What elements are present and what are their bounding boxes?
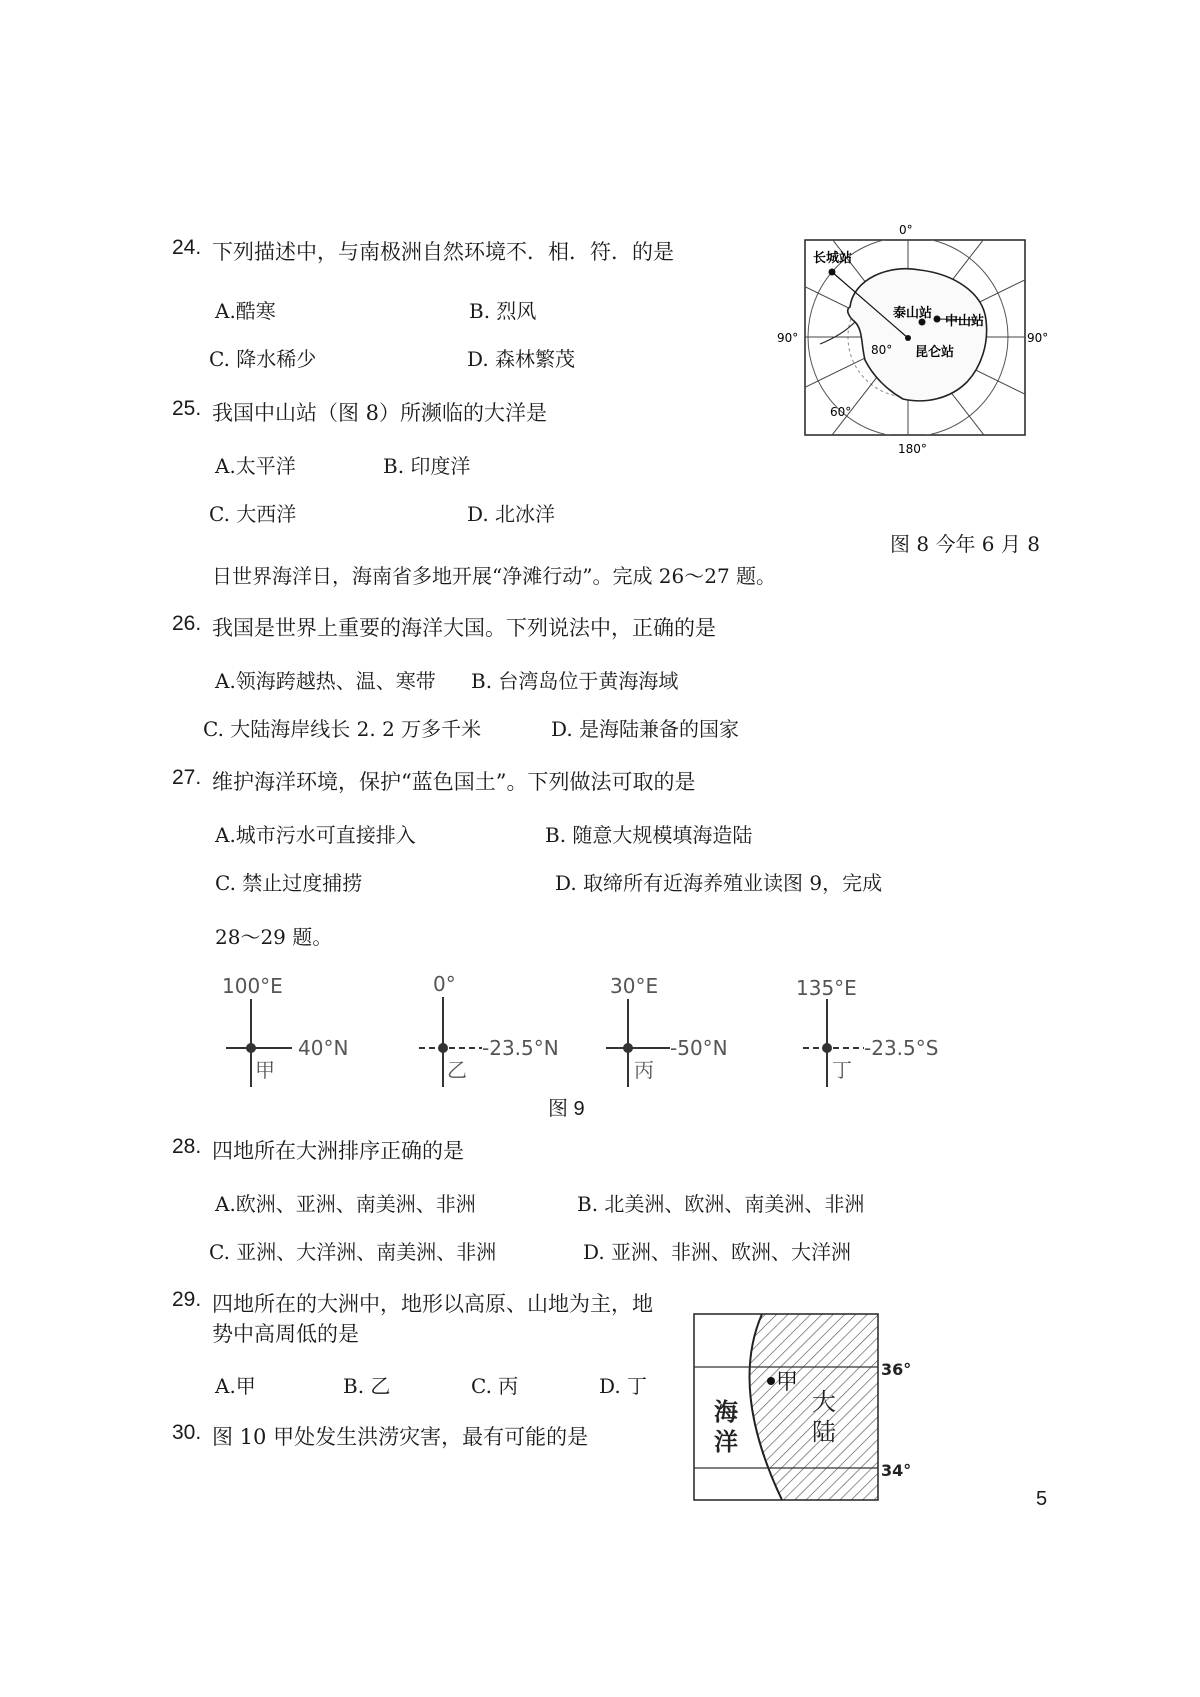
q25-option-a: A.太平洋 (215, 454, 296, 478)
point-ding-latitude: -23.5°S (864, 1036, 939, 1060)
q29-option-c: C. 丙 (471, 1374, 519, 1398)
q28-stem: 四地所在大洲排序正确的是 (212, 1139, 464, 1163)
fig8-label-80: 80° (871, 343, 893, 357)
fig8-caption: 图 8 今年 6 月 8 (890, 532, 1040, 556)
q28-option-c: C. 亚洲、大洋洲、南美洲、非洲 (209, 1240, 497, 1264)
fig8-label-90e: 90° (1027, 331, 1049, 345)
q25-number: 25. (172, 397, 202, 420)
point-jia-dot-fig10 (767, 1377, 775, 1385)
fig8-label-60: 60° (830, 405, 852, 419)
fig10-point-label: 甲 (776, 1370, 799, 1395)
q25-option-d: D. 北冰洋 (467, 502, 556, 526)
q29-option-a: A.甲 (215, 1374, 256, 1398)
fig10-lat-34: 34° (881, 1461, 912, 1480)
q27-option-a: A.城市污水可直接排入 (215, 823, 416, 847)
fig9-caption: 图 9 (548, 1098, 585, 1120)
point-ding-name: 丁 (832, 1058, 852, 1082)
fig8-label-0: 0° (899, 223, 913, 237)
fig10-sea-char-2: 洋 (714, 1428, 738, 1456)
point-yi-name: 乙 (447, 1058, 467, 1082)
q24-option-c: C. 降水稀少 (209, 347, 317, 371)
point-bing-name: 丙 (634, 1058, 654, 1082)
q29-option-b: B. 乙 (343, 1374, 391, 1398)
fig10-lat-36: 36° (881, 1360, 912, 1379)
point-jia-name: 甲 (255, 1058, 275, 1082)
point-bing-latitude: -50°N (670, 1036, 728, 1060)
q28-number: 28. (172, 1135, 202, 1158)
q24-option-a: A.酷寒 (215, 299, 276, 323)
q25-option-c: C. 大西洋 (209, 502, 297, 526)
point-ding-dot (822, 1043, 832, 1053)
q28-option-d: D. 亚洲、非洲、欧洲、大洋洲 (583, 1240, 852, 1264)
figure-9-coordinates (200, 965, 960, 1095)
q25-option-b: B. 印度洋 (383, 454, 471, 478)
point-yi-longitude: 0° (433, 972, 456, 996)
point-yi-dot (438, 1043, 448, 1053)
q29-stem-line2: 势中高周低的是 (212, 1322, 359, 1346)
q27-option-c: C. 禁止过度捕捞 (215, 871, 363, 895)
fig8-label-180: 180° (898, 442, 927, 456)
q27-number: 27. (172, 766, 202, 789)
q27-stem: 维护海洋环境，保护“蓝色国土”。下列做法可取的是 (212, 770, 696, 794)
q29-stem-line1: 四地所在的大洲中，地形以高原、山地为主，地 (212, 1292, 653, 1316)
q28-option-a: A.欧洲、亚洲、南美洲、非洲 (215, 1192, 476, 1216)
q25-stem: 我国中山站（图 8）所濒临的大洋是 (212, 401, 548, 425)
point-yi-latitude: -23.5°N (482, 1036, 559, 1060)
q26-number: 26. (172, 612, 202, 635)
q30-number: 30. (172, 1421, 202, 1444)
q26-stem: 我国是世界上重要的海洋大国。下列说法中，正确的是 (212, 616, 716, 640)
fig8-label-changcheng: 长城站 (813, 251, 853, 266)
page-number: 5 (1036, 1488, 1048, 1510)
q26-option-b: B. 台湾岛位于黄海海域 (471, 669, 679, 693)
point-bing-dot (623, 1043, 633, 1053)
q29-option-d: D. 丁 (599, 1374, 648, 1398)
point-jia-latitude: 40°N (298, 1036, 349, 1060)
fig8-label-kunlun: 昆仑站 (915, 345, 955, 360)
q29-number: 29. (172, 1288, 202, 1311)
q24-option-b: B. 烈风 (469, 299, 537, 323)
point-bing-longitude: 30°E (610, 974, 659, 998)
point-jia-longitude: 100°E (222, 974, 283, 998)
fig8-label-taishan: 泰山站 (893, 306, 933, 321)
q26-option-d: D. 是海陆兼备的国家 (551, 717, 740, 741)
q27-option-d: D. 取缔所有近海养殖业读图 9，完成 (555, 871, 883, 895)
fig10-land-char-2: 陆 (812, 1418, 836, 1446)
q26-option-c: C. 大陆海岸线长 2. 2 万多千米 (203, 717, 482, 741)
intro-26-27: 日世界海洋日，海南省多地开展“净滩行动”。完成 26～27 题。 (212, 564, 777, 588)
fig10-land-char-1: 大 (812, 1388, 836, 1416)
figure-10-map (690, 1310, 940, 1510)
point-jia-dot (246, 1043, 256, 1053)
fig10-sea-char-1: 海 (714, 1398, 738, 1426)
q24-stem: 下列描述中，与南极洲自然环境不．相．符．的是 (212, 240, 674, 264)
q28-option-b: B. 北美洲、欧洲、南美洲、非洲 (577, 1192, 865, 1216)
q24-option-d: D. 森林繁茂 (467, 347, 576, 371)
point-ding-longitude: 135°E (796, 976, 857, 1000)
fig8-label-90w: 90° (777, 331, 799, 345)
q26-option-a: A.领海跨越热、温、寒带 (215, 669, 436, 693)
q24-number: 24. (172, 236, 202, 259)
fig8-label-zhongshan: 中山站 (945, 314, 985, 329)
q27-option-b: B. 随意大规模填海造陆 (545, 823, 753, 847)
q30-stem: 图 10 甲处发生洪涝灾害，最有可能的是 (212, 1425, 589, 1449)
figure-8-antarctica-map (775, 212, 1055, 462)
intro-28-29: 28～29 题。 (215, 925, 333, 949)
